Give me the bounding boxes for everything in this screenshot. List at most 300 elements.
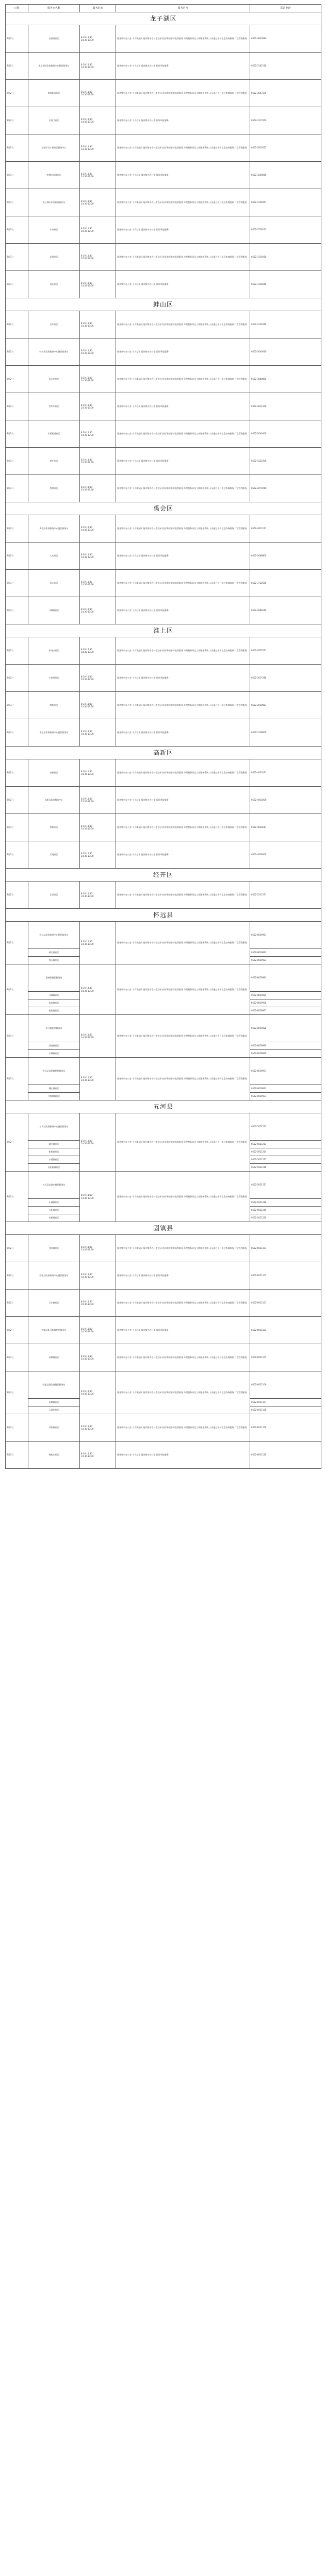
table-row: [6, 814, 321, 841]
table-row: [6, 570, 321, 597]
phone-cell: 0552-2098110: [250, 597, 321, 624]
services-cell: 服务集中办公室 个人办证 报刊集中办公室 投诉举报服务: [116, 162, 250, 189]
phone-cell: 0552-8029930: [250, 1050, 321, 1058]
date-cell: 9月3日: [6, 475, 28, 502]
table-row: [6, 787, 321, 814]
header-date: 日期: [6, 5, 28, 12]
services-cell: 服务集中办公室 个人填报网 报刊集中办公室登录 投诉举报申诉监督服务 办理税务局及工商服务系统 人员通过平台信息查询服务 行政管理服务: [116, 882, 250, 909]
site-cell: 小蚌埠社区: [28, 665, 80, 692]
phone-cell: 0552-6021106: [250, 1371, 321, 1399]
table-row: [6, 1235, 321, 1262]
phone-cell: 0552-2877021: [250, 637, 321, 665]
site-cell: 延安社区: [28, 271, 80, 298]
date-cell: 9月3日: [6, 1344, 28, 1371]
services-cell: 服务集中办公室 个人办证 报刊集中办公室 投诉举报服务: [116, 1317, 250, 1344]
site-cell: 杨庙乡社区: [28, 1442, 80, 1469]
services-cell: 服务集中办公室 个人填报网 报刊集中办公室登录 投诉举报申诉监督服务 办理税务局及工商服务系统 人员通过平台信息查询服务 行政管理服务: [116, 814, 250, 841]
table-row: [6, 692, 321, 719]
services-cell: 服务集中办公室 个人填报网 报刊集中办公室登录 投诉举报申诉监督服务 办理税务局及工商服务系统 人员通过平台信息查询服务 行政管理服务: [116, 570, 250, 597]
phone-cell: 0552-2079210: [250, 475, 321, 502]
hours-cell: 8:30-11:30 14:30-17:30: [80, 882, 116, 909]
site-cell: 沫河口社区: [28, 637, 80, 665]
date-cell: 9月3日: [6, 597, 28, 624]
date-cell: 9月2日: [6, 922, 28, 964]
table-row: [6, 80, 321, 107]
phone-cell: 0552-3620090: [250, 25, 321, 53]
date-cell: 9月2日: [6, 107, 28, 134]
date-cell: 9月2日: [6, 637, 28, 665]
phone-cell: 0552-3134010: [250, 244, 321, 271]
site-cell: 蚌山区政务服务中心便民服务站: [28, 338, 80, 366]
hours-cell: 8:30-11:30 14:30-17:30: [80, 1317, 116, 1344]
services-cell: 服务集中办公室 个人填报网 报刊集中办公室登录 投诉举报申诉监督服务 办理税务局及工商服务系统 人员通过平台信息查询服务 行政管理服务: [116, 25, 250, 53]
schedule-table: [5, 4, 321, 1469]
district-heading-row: [6, 869, 321, 882]
table-row: [6, 719, 321, 747]
phone-cell: 0552-3088000: [250, 366, 321, 393]
hours-cell: 8:30-11:30 14:30-17:30: [80, 338, 116, 366]
services-cell: 服务集中办公室 个人填报网 报刊集中办公室登录 投诉举报申诉监督服务 办理税务局及工商服务系统 人员通过平台信息查询服务 行政管理服务: [116, 922, 250, 964]
district-heading-row: [6, 909, 321, 922]
site-cell: 龙子湖区政务服务中心便民服务站: [28, 53, 80, 80]
table-row: [6, 1058, 321, 1085]
phone-cell: 0552-3729112: [250, 216, 321, 244]
hours-cell: 8:30-11:30 14:30-17:30: [80, 475, 116, 502]
header-site: 服务点名称: [28, 5, 80, 12]
site-cell: 新集镇社区: [28, 1148, 80, 1156]
phone-cell: 0552-5021216: [250, 1164, 321, 1172]
services-cell: 服务集中办公室 个人办证 报刊集中办公室 投诉举报服务: [116, 841, 250, 869]
hours-cell: 8:30-11:30 14:30-17:30: [80, 189, 116, 216]
date-cell: 9月3日: [6, 570, 28, 597]
hours-cell: 8:30-11:30 14:30-17:30: [80, 393, 116, 420]
site-cell: 榴城镇便民服务站: [28, 964, 80, 992]
phone-cell: 0552-2010081: [250, 692, 321, 719]
hours-cell: 8:30-11:30 14:30-17:30: [80, 107, 116, 134]
services-cell: 服务集中办公室 个人填报网 报刊集中办公室登录 投诉举报申诉监督服务 办理税务局及工商服务系统 人员通过平台信息查询服务 行政管理服务: [116, 80, 250, 107]
hours-cell: 8:30-11:30 14:30-17:30: [80, 244, 116, 271]
site-cell: 马城镇社区: [28, 992, 80, 999]
phone-cell: 0552-4020131: [250, 759, 321, 787]
hours-cell: 8:30-11:30 14:30-17:30: [80, 637, 116, 665]
hours-cell: 8:30-11:30 14:30-17:30: [80, 1172, 116, 1222]
district-heading: 淮上区: [6, 624, 321, 637]
services-cell: 服务集中办公室 个人办证 报刊集中办公室 投诉举报服务: [116, 216, 250, 244]
table-row: [6, 271, 321, 298]
date-cell: 9月2日: [6, 1235, 28, 1262]
services-cell: 服务集中办公室 个人填报网 报刊集中办公室登录 投诉举报申诉监督服务 办理税务局及工商服务系统 人员通过平台信息查询服务 行政管理服务: [116, 1235, 250, 1262]
phone-cell: 0552-6021102: [250, 1262, 321, 1290]
district-heading-row: [6, 1100, 321, 1113]
phone-cell: 0552-6021108: [250, 1406, 321, 1414]
site-cell: 双忠庙镇社区: [28, 1164, 80, 1172]
date-cell: 9月2日: [6, 53, 28, 80]
site-cell: 秦集社区: [28, 814, 80, 841]
table-row: [6, 1262, 321, 1290]
services-cell: 服务集中办公室 个人填报网 报刊集中办公室登录 投诉举报申诉监督服务 办理税务局及工商服务系统 人员通过平台信息查询服务 行政管理服务: [116, 1290, 250, 1317]
table-row: [6, 1172, 321, 1199]
phone-cell: 0552-3128110: [250, 271, 321, 298]
phone-cell: 0552-8029928: [250, 1015, 321, 1042]
table-row: [6, 448, 321, 475]
date-cell: 9月3日: [6, 719, 28, 747]
site-cell: 长青社区: [28, 882, 80, 909]
services-cell: 服务集中办公室 个人填报网 报刊集中办公室登录 投诉举报申诉监督服务 办理税务局及工商服务系统 人员通过平台信息查询服务 行政管理服务: [116, 1344, 250, 1371]
site-cell: 濠城镇社区: [28, 1344, 80, 1371]
phone-cell: 0552-8029926: [250, 999, 321, 1007]
district-heading-row: [6, 747, 321, 759]
services-cell: 服务集中办公室 个人填报网 报刊集中办公室登录 投诉举报申诉监督服务 办理税务局及工商服务系统 人员通过平台信息查询服务 行政管理服务: [116, 1371, 250, 1414]
table-row: [6, 107, 321, 134]
district-heading: 高新区: [6, 747, 321, 759]
site-cell: 龙子湖区东升街道便民站: [28, 189, 80, 216]
district-heading-row: [6, 624, 321, 637]
table-header-row: [6, 5, 321, 12]
district-heading: 五河县: [6, 1100, 321, 1113]
site-cell: 马城镇社区: [28, 597, 80, 624]
phone-cell: 0552-3810222: [250, 134, 321, 162]
services-cell: 服务集中办公室 个人办证 报刊集中办公室 投诉举报服务: [116, 338, 250, 366]
site-cell: 谷阳镇社区: [28, 1235, 80, 1262]
phone-cell: 0552-3132010: [250, 311, 321, 338]
phone-cell: 0552-3611100: [250, 393, 321, 420]
hours-cell: 8:30-11:30 14:30-17:30: [80, 420, 116, 448]
site-cell: 连城镇社区: [28, 1399, 80, 1406]
site-cell: 魏庄镇社区: [28, 1085, 80, 1093]
hours-cell: 8:30-11:30 14:30-17:30: [80, 964, 116, 1015]
hours-cell: 8:30-11:30 14:30-17:30: [80, 216, 116, 244]
date-cell: 9月3日: [6, 420, 28, 448]
district-heading-row: [6, 12, 321, 25]
hours-cell: 8:30-11:30 14:30-17:30: [80, 543, 116, 570]
services-cell: 服务集中办公室 个人办证 报刊集中办公室 投诉举报服务: [116, 787, 250, 814]
services-cell: 服务集中办公室 个人填报网 报刊集中办公室登录 投诉举报申诉监督服务 办理税务局及工商服务系统 人员通过平台信息查询服务 行政管理服务: [116, 311, 250, 338]
site-cell: 古城镇社区: [28, 1050, 80, 1058]
site-cell: 燕山乡社区: [28, 366, 80, 393]
phone-cell: 0552-3221277: [250, 882, 321, 909]
hours-cell: 8:30-11:30 14:30-17:30: [80, 366, 116, 393]
site-cell: 梅桥社区: [28, 692, 80, 719]
hours-cell: 8:30-11:30 14:30-17:30: [80, 25, 116, 53]
phone-cell: 0552-8029924: [250, 964, 321, 992]
table-row: [6, 311, 321, 338]
services-cell: 服务集中办公室 个人填报网 报刊集中办公室登录 投诉举报申诉监督服务 办理税务局及工商服务系统 人员通过平台信息查询服务 行政管理服务: [116, 759, 250, 787]
table-row: [6, 25, 321, 53]
date-cell: 9月2日: [6, 134, 28, 162]
site-cell: 河溜镇社区: [28, 1042, 80, 1050]
date-cell: 9月2日: [6, 1262, 28, 1290]
header-hours: 服务时间: [80, 5, 116, 12]
phone-cell: 0552-3128600: [250, 719, 321, 747]
services-cell: 服务集中办公室 个人办证 报刊集中办公室 投诉举报服务: [116, 665, 250, 692]
phone-cell: 0552-5021218: [250, 1199, 321, 1207]
date-cell: 9月3日: [6, 448, 28, 475]
services-cell: 服务集中办公室 个人办证 报刊集中办公室 投诉举报服务: [116, 1262, 250, 1290]
table-row: [6, 393, 321, 420]
site-cell: 荆山镇社区: [28, 957, 80, 964]
hours-cell: 8:30-11:30 14:30-17:30: [80, 1058, 116, 1100]
table-row: [6, 189, 321, 216]
table-row: [6, 515, 321, 543]
phone-cell: 0552-4030200: [250, 787, 321, 814]
phone-cell: 0552-3126261: [250, 189, 321, 216]
table-row: [6, 1414, 321, 1442]
services-cell: 服务集中办公室 个人办证 报刊集中办公室 投诉举报服务: [116, 543, 250, 570]
hours-cell: 8:30-11:30 14:30-17:30: [80, 570, 116, 597]
district-heading: 禹会区: [6, 502, 321, 515]
site-cell: 高新区政务服务中心: [28, 787, 80, 814]
phone-cell: 0552-8029923: [250, 957, 321, 964]
phone-cell: 0552-5021219: [250, 1207, 321, 1214]
hours-cell: 8:30-11:30 14:30-17:30: [80, 1371, 116, 1414]
phone-cell: 0552-6021110: [250, 1442, 321, 1469]
phone-cell: 0552-6021109: [250, 1414, 321, 1442]
table-row: [6, 841, 321, 869]
date-cell: 9月3日: [6, 189, 28, 216]
date-cell: 9月2日: [6, 882, 28, 909]
hours-cell: 8:30-11:30 14:30-17:30: [80, 719, 116, 747]
table-row: [6, 244, 321, 271]
hours-cell: 8:30-11:30 14:30-17:30: [80, 1113, 116, 1172]
hours-cell: 8:30-11:30 14:30-17:30: [80, 53, 116, 80]
date-cell: 9月2日: [6, 1317, 28, 1344]
site-cell: 禹会区政务服务中心便民服务站: [28, 515, 80, 543]
table-row: [6, 665, 321, 692]
phone-cell: 0552-5021220: [250, 1214, 321, 1222]
site-cell: 高新社区: [28, 759, 80, 787]
services-cell: 服务集中办公室 个人办证 报刊集中办公室 投诉举报服务: [116, 448, 250, 475]
date-cell: 9月2日: [6, 25, 28, 53]
services-cell: 服务集中办公室 个人办证 报刊集中办公室 投诉举报服务: [116, 719, 250, 747]
services-cell: 服务集中办公室 个人办证 报刊集中办公室 投诉举报服务: [116, 393, 250, 420]
district-heading: 龙子湖区: [6, 12, 321, 25]
site-cell: 小溪镇社区: [28, 1156, 80, 1164]
table-row: [6, 53, 321, 80]
date-cell: 9月3日: [6, 1015, 28, 1058]
services-cell: 服务集中办公室 个人办证 报刊集中办公室 投诉举报服务: [116, 53, 250, 80]
phone-cell: 0552-5021214: [250, 1148, 321, 1156]
phone-cell: 0552-8029922: [250, 949, 321, 957]
district-heading-row: [6, 1222, 321, 1235]
table-row: [6, 1015, 321, 1042]
date-cell: 9月3日: [6, 1172, 28, 1222]
services-cell: 服务集中办公室 个人办证 报刊集中办公室 投诉举报服务: [116, 597, 250, 624]
table-row: [6, 964, 321, 992]
date-cell: 9月3日: [6, 692, 28, 719]
services-cell: 服务集中办公室 个人填报网 报刊集中办公室登录 投诉举报申诉监督服务 办理税务局及工商服务系统 人员通过平台信息查询服务 行政管理服务: [116, 692, 250, 719]
date-cell: 9月3日: [6, 1414, 28, 1442]
site-cell: 李楼乡吴小街社区服务中心: [28, 134, 80, 162]
phone-cell: 0552-3240010: [250, 162, 321, 189]
site-cell: 固镇县湖沟镇便民服务站: [28, 1371, 80, 1399]
services-cell: 服务集中办公室 个人办证 报刊集中办公室 投诉举报服务: [116, 1442, 250, 1469]
site-cell: 王庄镇社区: [28, 1290, 80, 1317]
table-row: [6, 216, 321, 244]
services-cell: 服务集中办公室 个人办证 报刊集中办公室 投诉举报服务: [116, 271, 250, 298]
site-cell: 褚集镇社区: [28, 1007, 80, 1015]
phone-cell: 0552-4028111: [250, 814, 321, 841]
district-heading-row: [6, 298, 321, 311]
site-cell: 天桥街道社区: [28, 420, 80, 448]
site-cell: 龙湖湾社区: [28, 25, 80, 53]
site-cell: 怀远县政务服务中心便民服务站: [28, 922, 80, 949]
site-cell: 龙亢镇便民服务站: [28, 1015, 80, 1042]
table-row: [6, 1344, 321, 1371]
phone-cell: 0552-8029925: [250, 992, 321, 999]
header-phone: 联系电话: [250, 5, 321, 12]
site-cell: 城关镇社区: [28, 1141, 80, 1148]
hours-cell: 8:30-11:30 14:30-17:30: [80, 1235, 116, 1262]
hours-cell: 8:30-11:30 14:30-17:30: [80, 665, 116, 692]
phone-cell: 0552-6021107: [250, 1399, 321, 1406]
date-cell: 9月2日: [6, 787, 28, 814]
table-row: [6, 366, 321, 393]
services-cell: 服务集中办公室 个人填报网 报刊集中办公室登录 投诉举报申诉监督服务 办理税务局及工商服务系统 人员通过平台信息查询服务 行政管理服务: [116, 1015, 250, 1058]
site-cell: 常坟镇社区: [28, 999, 80, 1007]
date-cell: 9月3日: [6, 814, 28, 841]
table-row: [6, 1317, 321, 1344]
hours-cell: 8:30-11:30 14:30-17:30: [80, 1262, 116, 1290]
hours-cell: 8:30-11:30 14:30-17:30: [80, 1290, 116, 1317]
date-cell: 9月3日: [6, 1371, 28, 1414]
date-cell: 9月3日: [6, 1442, 28, 1469]
services-cell: 服务集中办公室 个人填报网 报刊集中办公室登录 投诉举报申诉监督服务 办理税务局及工商服务系统 人员通过平台信息查询服务 行政管理服务: [116, 637, 250, 665]
services-cell: 服务集中办公室 个人填报网 报刊集中办公室登录 投诉举报申诉监督服务 办理税务局及工商服务系统 人员通过平台信息查询服务 行政管理服务: [116, 1113, 250, 1172]
phone-cell: 0552-4028000: [250, 841, 321, 869]
table-row: [6, 922, 321, 949]
services-cell: 服务集中办公室 个人办证 报刊集中办公室 投诉举报服务: [116, 107, 250, 134]
hours-cell: 8:30-11:30 14:30-17:30: [80, 922, 116, 964]
table-row: [6, 1371, 321, 1399]
date-cell: 9月3日: [6, 244, 28, 271]
services-cell: 服务集中办公室 个人填报网 报刊集中办公室登录 投诉举报申诉监督服务 办理税务局及工商服务系统 人员通过平台信息查询服务 行政管理服务: [116, 1414, 250, 1442]
phone-cell: 0552-3647130: [250, 80, 321, 107]
hours-cell: 8:30-11:30 14:30-17:30: [80, 448, 116, 475]
district-heading-row: [6, 502, 321, 515]
phone-cell: 0552-2040000: [250, 420, 321, 448]
table-row: [6, 338, 321, 366]
hours-cell: 8:30-11:30 14:30-17:30: [80, 692, 116, 719]
services-cell: 服务集中办公室 个人填报网 报刊集中办公室登录 投诉举报申诉监督服务 办理税务局及工商服务系统 人员通过平台信息查询服务 行政管理服务: [116, 1172, 250, 1222]
hours-cell: 8:30-11:30 14:30-17:30: [80, 1344, 116, 1371]
site-cell: 龙华社区: [28, 311, 80, 338]
site-cell: 刘集镇社区: [28, 1414, 80, 1442]
services-cell: 服务集中办公室 个人填报网 报刊集中办公室登录 投诉举报申诉监督服务 办理税务局及工商服务系统 人员通过平台信息查询服务 行政管理服务: [116, 964, 250, 1015]
site-cell: 雪华乡社区: [28, 393, 80, 420]
hours-cell: 8:30-11:30 14:30-17:30: [80, 759, 116, 787]
site-cell: 大新镇社区: [28, 1207, 80, 1214]
phone-cell: 0552-2068800: [250, 543, 321, 570]
date-cell: 9月3日: [6, 271, 28, 298]
site-cell: 李楼乡沿淮社区: [28, 162, 80, 189]
site-cell: 怀远县双桥镇便民服务站: [28, 1058, 80, 1085]
district-heading: 经开区: [6, 869, 321, 882]
phone-cell: 0552-6021103: [250, 1290, 321, 1317]
site-cell: 长淮卫社区: [28, 107, 80, 134]
hours-cell: 8:30-11:30 14:30-17:30: [80, 787, 116, 814]
hours-cell: 8:30-11:30 14:30-17:30: [80, 841, 116, 869]
services-cell: 服务集中办公室 个人填报网 报刊集中办公室登录 投诉举报申诉监督服务 办理税务局及工商服务系统 人员通过平台信息查询服务 行政管理服务: [116, 420, 250, 448]
phone-cell: 0552-3722500: [250, 570, 321, 597]
hours-cell: 8:30-11:30 14:30-17:30: [80, 162, 116, 189]
phone-cell: 0552-6021101: [250, 1235, 321, 1262]
date-cell: 9月2日: [6, 665, 28, 692]
hours-cell: 8:30-11:30 14:30-17:30: [80, 80, 116, 107]
table-row: [6, 134, 321, 162]
site-cell: 五河县沱湖乡便民服务站: [28, 1172, 80, 1199]
site-cell: 城关镇社区: [28, 949, 80, 957]
hours-cell: 8:30-11:30 14:30-17:30: [80, 271, 116, 298]
hours-cell: 8:30-11:30 14:30-17:30: [80, 597, 116, 624]
site-cell: 固镇县政务服务中心便民服务站: [28, 1262, 80, 1290]
table-body: [6, 12, 321, 1469]
site-cell: 天河社区: [28, 841, 80, 869]
site-cell: 武桥镇社区: [28, 1214, 80, 1222]
site-cell: 黄庄社区: [28, 448, 80, 475]
district-heading: 蚌山区: [6, 298, 321, 311]
phone-cell: 0552-4021211: [250, 515, 321, 543]
site-cell: 淮上区政务服务中心便民服务站: [28, 719, 80, 747]
hours-cell: 8:30-11:30 14:30-17:30: [80, 311, 116, 338]
phone-cell: 0552-8029933: [250, 1093, 321, 1100]
site-cell: 石湖乡社区: [28, 1406, 80, 1414]
hours-cell: 8:30-11:30 14:30-17:30: [80, 1442, 116, 1469]
services-cell: 服务集中办公室 个人填报网 报刊集中办公室登录 投诉举报申诉监督服务 办理税务局及工商服务系统 人员通过平台信息查询服务 行政管理服务: [116, 1058, 250, 1100]
table-row: [6, 759, 321, 787]
date-cell: 9月2日: [6, 759, 28, 787]
hours-cell: 8:30-11:30 14:30-17:30: [80, 515, 116, 543]
table-row: [6, 1442, 321, 1469]
hours-cell: 8:30-11:30 14:30-17:30: [80, 1015, 116, 1058]
phone-cell: 0552-3017288: [250, 665, 321, 692]
phone-cell: 0552-8029929: [250, 1042, 321, 1050]
phone-cell: 0552-3117200: [250, 107, 321, 134]
services-cell: 服务集中办公室 个人填报网 报刊集中办公室登录 投诉举报申诉监督服务 办理税务局及工商服务系统 人员通过平台信息查询服务 行政管理服务: [116, 189, 250, 216]
site-cell: 胜利社区: [28, 475, 80, 502]
district-heading: 固镇县: [6, 1222, 321, 1235]
date-cell: 9月2日: [6, 964, 28, 1015]
date-cell: 9月2日: [6, 1113, 28, 1172]
services-cell: 服务集中办公室 个人填报网 报刊集中办公室登录 投诉举报申诉监督服务 办理税务局及工商服务系统 人员通过平台信息查询服务 行政管理服务: [116, 366, 250, 393]
district-heading: 怀远县: [6, 909, 321, 922]
phone-cell: 0552-2040010: [250, 338, 321, 366]
date-cell: 9月2日: [6, 80, 28, 107]
services-cell: 服务集中办公室 个人填报网 报刊集中办公室登录 投诉举报申诉监督服务 办理税务局及工商服务系统 人员通过平台信息查询服务 行政管理服务: [116, 244, 250, 271]
date-cell: 9月3日: [6, 216, 28, 244]
table-row: [6, 1113, 321, 1141]
phone-cell: 0552-3162110: [250, 53, 321, 80]
date-cell: 9月3日: [6, 162, 28, 189]
hours-cell: 8:30-11:30 14:30-17:30: [80, 814, 116, 841]
table-row: [6, 1290, 321, 1317]
table-row: [6, 475, 321, 502]
hours-cell: 8:30-11:30 14:30-17:30: [80, 1414, 116, 1442]
services-cell: 服务集中办公室 个人填报网 报刊集中办公室登录 投诉举报申诉监督服务 办理税务局及工商服务系统 人员通过平台信息查询服务 行政管理服务: [116, 515, 250, 543]
table-row: [6, 543, 321, 570]
phone-cell: 0552-8029931: [250, 1058, 321, 1085]
hours-cell: 8:30-11:30 14:30-17:30: [80, 134, 116, 162]
site-cell: 大庆社区: [28, 543, 80, 570]
phone-cell: 0552-8029932: [250, 1085, 321, 1093]
phone-cell: 0552-6021105: [250, 1344, 321, 1371]
date-cell: 9月3日: [6, 1058, 28, 1100]
table-row: [6, 882, 321, 909]
table-row: [6, 162, 321, 189]
site-cell: 头铺镇社区: [28, 1199, 80, 1207]
site-cell: 涂山社区: [28, 570, 80, 597]
table-row: [6, 597, 321, 624]
schedule-document: [5, 4, 321, 1469]
